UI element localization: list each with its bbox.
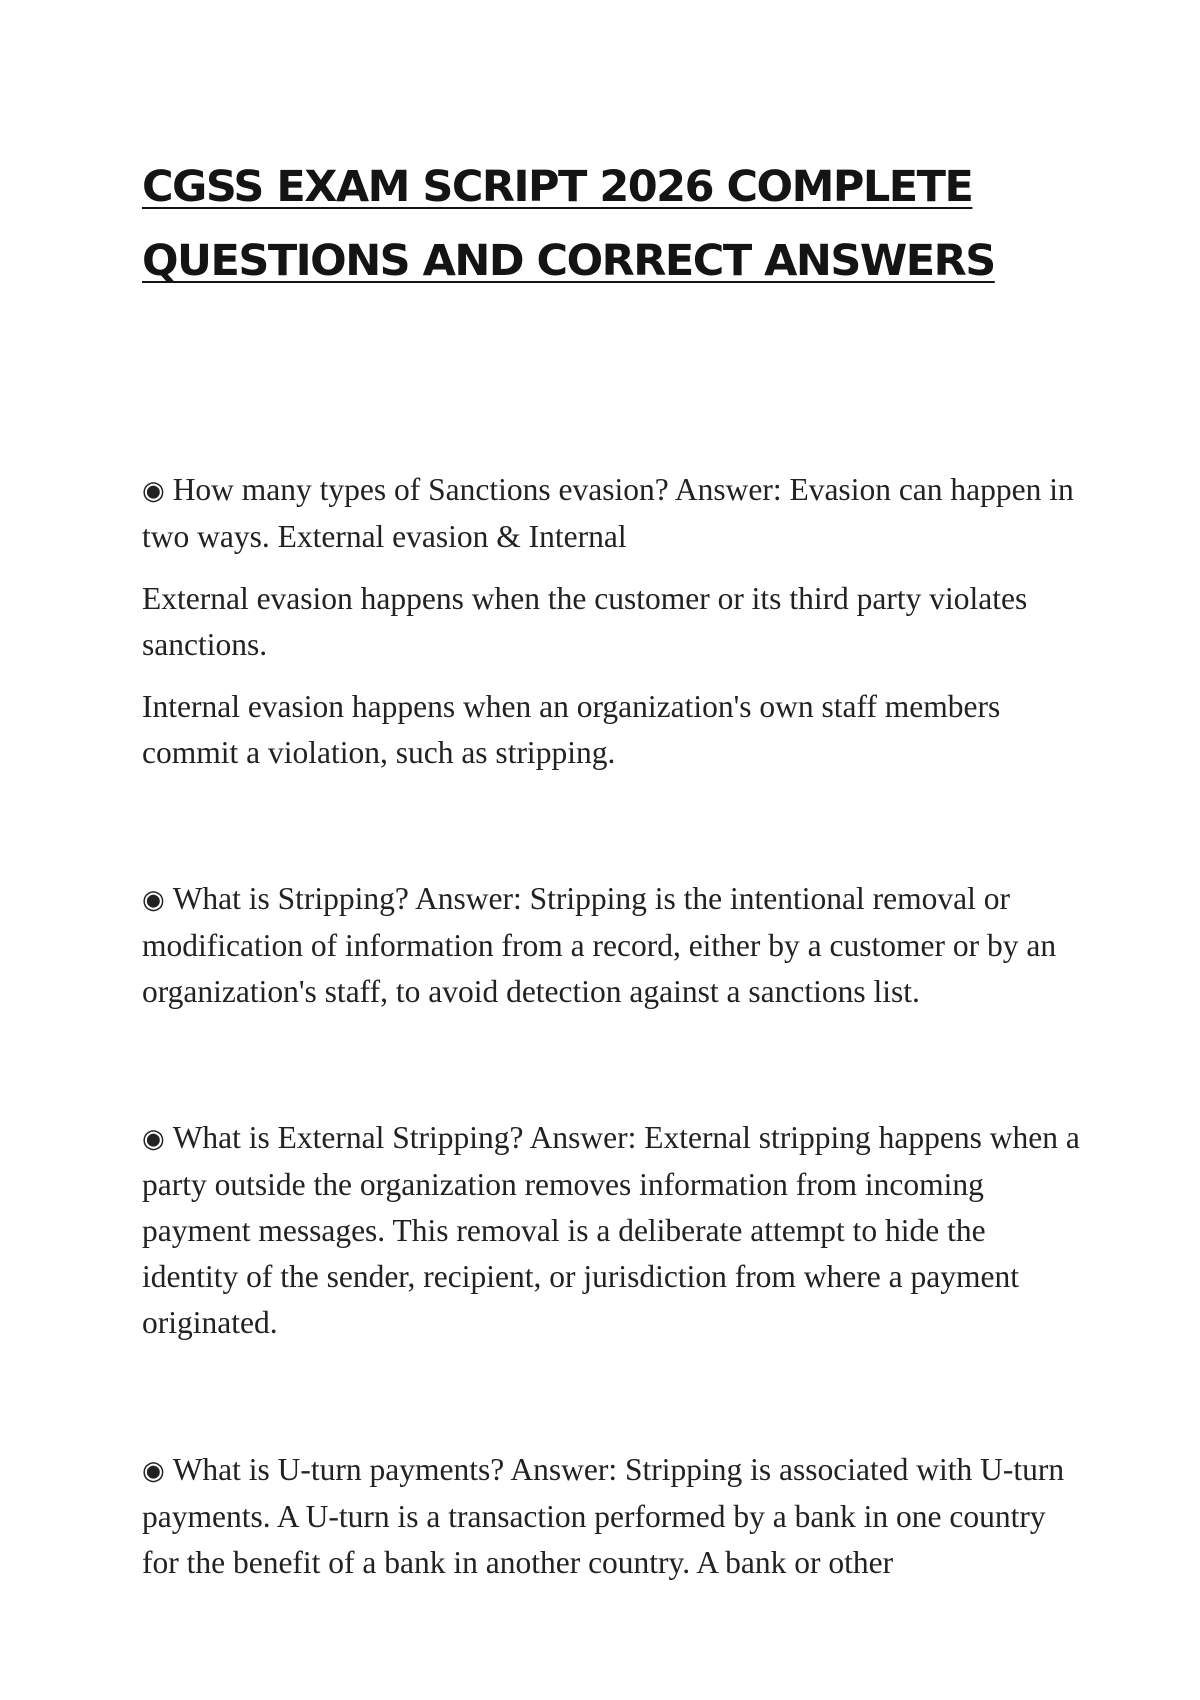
qa-text: What is External Stripping? Answer: External stripping happens when a party outside the organization removes information from incoming payment messages. This removal is a deliberate attempt to hide the identity of the sender, recipient, or jurisdiction from where a payment originated. xyxy=(142,1120,1080,1340)
radio-bullet-icon: ◉ xyxy=(142,1124,165,1154)
qa-item xyxy=(142,467,1082,776)
title-line-1: CGSS EXAM SCRIPT 2026 COMPLETE xyxy=(142,162,973,212)
qa-question-answer xyxy=(142,876,1082,1015)
qa-item xyxy=(142,1447,1082,1586)
qa-paragraph: Internal evasion happens when an organization's own staff members commit a violation, such as stripping. xyxy=(142,689,1001,770)
title-line-2: QUESTIONS AND CORRECT ANSWERS xyxy=(142,236,995,286)
qa-item xyxy=(142,1115,1082,1346)
qa-text: What is Stripping? Answer: Stripping is the intentional removal or modification of information from a record, either by a customer or by an organization's staff, to avoid detection against a sanctions list. xyxy=(142,881,1057,1009)
qa-question-answer xyxy=(142,1115,1082,1346)
qa-text: How many types of Sanctions evasion? Answer: Evasion can happen in two ways. External evasion & Internal xyxy=(142,472,1074,554)
radio-bullet-icon: ◉ xyxy=(142,885,165,915)
qa-question-answer xyxy=(142,467,1082,560)
radio-bullet-icon: ◉ xyxy=(142,476,165,506)
qa-question-answer xyxy=(142,1447,1082,1586)
qa-text: What is U-turn payments? Answer: Stripping is associated with U-turn payments. A U-turn is a transaction performed by a bank in one country for the benefit of a bank in another country. A bank or other xyxy=(142,1452,1065,1580)
qa-content xyxy=(142,467,1082,1586)
qa-item xyxy=(142,876,1082,1015)
radio-bullet-icon: ◉ xyxy=(142,1456,165,1486)
qa-paragraph: External evasion happens when the customer or its third party violates sanctions. xyxy=(142,581,1028,662)
document-title xyxy=(142,150,1042,298)
